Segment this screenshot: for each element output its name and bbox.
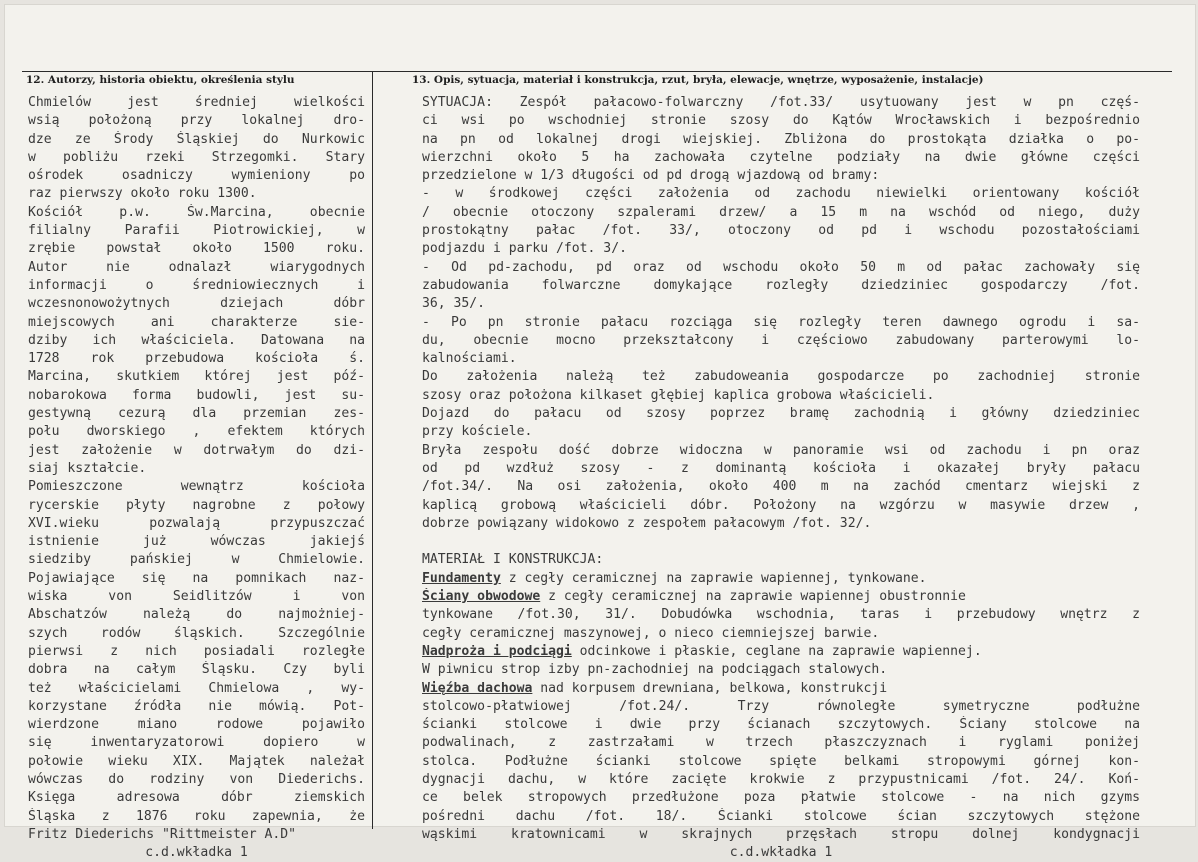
walls-text-line: tynkowane /fot.30, 31/. Dobudówka wschodnia, taras i przebudowy wnętrz z (422, 607, 1140, 623)
text-line: wierdzone miano rodowe pojawiło (28, 717, 365, 733)
text-line: 1728 rok przebudowa kościoła ś. (28, 351, 365, 367)
situation-section (422, 94, 1140, 533)
text-line: na pn od lokalnej drogi wiejskiej. Zbliżona do prostokąta działka o po- (422, 131, 1140, 147)
text-line: - Po pn stronie pałacu rozciąga się rozległy teren dawnego ogrodu i sa- (422, 314, 1140, 330)
text-line: dobrze powiązany widokowo z zespołem pałacowym /fot. 32/. (422, 515, 872, 531)
foundations-line (422, 570, 1140, 588)
text-line: zrębie powstał około 1500 roku. (28, 241, 365, 257)
text-line: wierzchni około 5 ha zachowała czytelne podziały na dwie główne części (422, 149, 1140, 165)
text-line: ce belek stropowych przedłużone poza płatwie stolcowe - na nich gzyms (422, 790, 1140, 806)
text-line: podwalinach, z zastrzałami w trzech płaszczyznach i ryglami poniżej (422, 735, 1140, 751)
walls-text: z cegły ceramicznej na zaprawie wapiennej obustronnie (540, 589, 966, 605)
text-line: wczesnonowożytnych dziejach dóbr (28, 296, 365, 312)
lintels-text: odcinkowe i płaskie, ceglane na zaprawie wapiennej. (571, 643, 982, 659)
text-line: Autor nie odnalazł wiarygodnych (28, 259, 365, 275)
text-line: stolcowo-płatwiowej /fot.24/. Trzy równoległe symetryczne podłużne (422, 698, 1140, 714)
roof-section (422, 698, 1140, 844)
text-line: pośredni dachu /fot. 18/. Ścianki stolcowe ścian szczytowych stężone (422, 808, 1140, 824)
text-line: wsią położoną przy lokalnej dro- (28, 113, 365, 129)
lintels-label: Nadproża i podciągi (422, 643, 572, 659)
text-line: informacji o średniowiecznych i (28, 277, 365, 293)
roof-label: Więźba dachowa (422, 680, 533, 696)
lintels-text-line: W piwnicu strop izby pn-zachodniej na podciągach stalowych. (422, 662, 888, 678)
text-line: SYTUACJA: Zespół pałacowo-folwarczny /fot.33/ usytuowany jest w pn częś- (422, 95, 1140, 110)
lintels-line (422, 643, 1140, 661)
text-line: Do założenia należą też zabudoweania gospodarcze po zachodniej stronie (422, 369, 1140, 385)
left-column-heading: 12. Autorzy, historia obiektu, określenia stylu (26, 74, 295, 86)
text-line: miejscowych ani charakterze sie- (28, 314, 365, 330)
roof-text: nad korpusem drewniana, belkowa, konstrukcji (532, 680, 888, 696)
text-line: ci wsi po wschodniej stronie szosy do Kątów Wrocławskich i bezpośrednio (422, 113, 1140, 129)
text-line: - Od pd-zachodu, pd oraz od wschodu około 50 m od pałac zachowały się (422, 259, 1140, 275)
text-line: połu dworskiego , efektem których (28, 424, 365, 440)
text-line: dziby ich właściciela. Datowana na (28, 332, 365, 348)
description-text-column (422, 94, 1140, 862)
foundations-label: Fundamenty (422, 570, 501, 586)
text-line: stolca. Podłużne ścianki stolcowe spięte belkami stropowymi górnej kon- (422, 753, 1140, 769)
text-line: Pojawiające się na pomnikach naz- (28, 570, 365, 586)
text-line: - w środkowej części założenia od zachodu niewielki orientowany kościół (422, 186, 1140, 202)
text-line: szych rodów śląskich. Szczególnie (28, 625, 365, 641)
text-line: od pd wzdłuż szosy - z dominantą kościoła i okazałej bryły pałacu (422, 460, 1140, 476)
text-line: korzystane źródła nie mówią. Pot- (28, 698, 365, 714)
text-line: w pobliżu rzeki Strzegomki. Stary (28, 149, 365, 165)
text-line: kalnościami. (422, 351, 517, 367)
walls-text-line: cegły ceramicznej maszynowej, o nieco ciemniejszej barwie. (422, 625, 880, 641)
foundations-text: z cegły ceramicznej na zaprawie wapiennej, tynkowane. (500, 570, 927, 586)
text-line: jest założenie w dotrwałym do dzi- (28, 442, 365, 458)
text-line: 36, 35/. (422, 296, 486, 312)
text-line: dze ze Środy Śląskiej do Nurkowic (28, 131, 365, 147)
text-line: / obecnie otoczony szpalerami drzew/ a 15 m na wschód od niego, duży (422, 204, 1140, 220)
text-line: du, obecnie mocno przekształcony i częściowo zabudowany parterowymi lo- (422, 332, 1140, 348)
text-line: Abschatzów należą do najmożniej- (28, 607, 365, 623)
text-line: przy kościele. (422, 424, 533, 440)
text-line: XVI.wieku pozwalają przypuszczać (28, 515, 365, 531)
walls-line (422, 588, 1140, 606)
text-line: zabudowania folwarczne domykające rozległy dziedziniec gospodarczy /fot. (422, 277, 1140, 293)
text-line: wiska von Seidlitzów i von (28, 589, 365, 605)
text-line: istnienie już wówczas jakiejś (28, 534, 365, 550)
text-line: wąskimi kratownicami w skrajnych przęsłach stropu dolnej kondygnacji (422, 826, 1140, 842)
text-line: Kościół p.w. Św.Marcina, obecnie (28, 204, 365, 220)
text-line: ośrodek osadniczy wymieniony po (28, 168, 365, 184)
text-line: Księga adresowa dóbr ziemskich (28, 790, 365, 806)
history-text-column (28, 94, 365, 862)
text-line: Fritz Diederichs "Rittmeister A.D" (28, 826, 297, 842)
text-line: pierwsi z nich posiadali rozległe (28, 643, 365, 659)
walls-label: Ściany obwodowe (422, 589, 541, 605)
column-divider (372, 72, 373, 829)
text-line: Dojazd do pałacu od szosy poprzez bramę zachodnią i główny dziedziniec (422, 406, 1140, 422)
text-line: dobra na całym Śląsku. Czy byli (28, 662, 365, 678)
material-heading: MATERIAŁ I KONSTRUKCJA: (422, 552, 604, 568)
roof-line (422, 680, 1140, 698)
text-line: szosy oraz położona kilkaset głębiej kaplica grobowa właścicieli. (422, 387, 935, 403)
text-line: Bryła zespołu dość dobrze widoczna w panoramie wsi od zachodu i pn oraz (422, 442, 1140, 458)
text-line: siaj kształcie. (28, 460, 147, 476)
text-line: kaplicą grobową właścicieli dóbr. Położony na wzgórzu w masywie drzew , (422, 497, 1140, 513)
text-line: dygnacji dachu, w które zacięte krokwie z przypustnicami /fot. 24/. Koń- (422, 771, 1140, 787)
text-line: Śląska z 1876 roku zapewnia, że (28, 808, 365, 824)
text-line: ścianki stolcowe i dwie przy ścianach szczytowych. Ściany stolcowe na (422, 717, 1140, 733)
continuation-note: c.d.wkładka 1 (145, 845, 248, 861)
text-line: Chmielów jest średniej wielkości (28, 95, 365, 110)
header-rule (22, 71, 1172, 72)
text-line: przedzielone w 1/3 długości od pd drogą wjazdową od bramy: (422, 168, 880, 184)
text-line: Pomieszczone wewnątrz kościoła (28, 479, 365, 495)
continuation-note: c.d.wkładka 1 (729, 845, 833, 861)
text-line: też właścicielami Chmielowa , wy- (28, 680, 365, 696)
text-line: nobarokowa forma budowli, jest su- (28, 387, 365, 403)
right-column-heading: 13. Opis, sytuacja, materiał i konstrukcja, rzut, bryła, elewacje, wnętrze, wyposażenie, instalacje) (412, 74, 984, 86)
text-line: /fot.34/. Na osi założenia, około 400 m na zachód cmentarz wiejski z (422, 479, 1140, 495)
text-line: rycerskie płyty nagrobne z połowy (28, 497, 365, 513)
text-line: Marcina, skutkiem której jest póź- (28, 369, 365, 385)
text-line: siedziby pańskiej w Chmielowie. (28, 552, 365, 568)
text-line: wówczas do rodziny von Diederichs. (28, 771, 365, 787)
text-line: się inwentaryzatorowi dopiero w (28, 735, 365, 751)
text-line: podjazdu i parku /fot. 3/. (422, 241, 627, 257)
text-line: gestywną cezurą dla przemian zes- (28, 406, 365, 422)
text-line: połowie wieku XIX. Majątek należał (28, 753, 365, 769)
text-line: filialny Parafii Piotrowickiej, w (28, 223, 365, 239)
section-gap (422, 533, 1140, 551)
text-line: raz pierwszy około roku 1300. (28, 186, 257, 202)
text-line: prostokątny pałac /fot. 33/, otoczony od pd i wschodu pozostałościami (422, 223, 1140, 239)
